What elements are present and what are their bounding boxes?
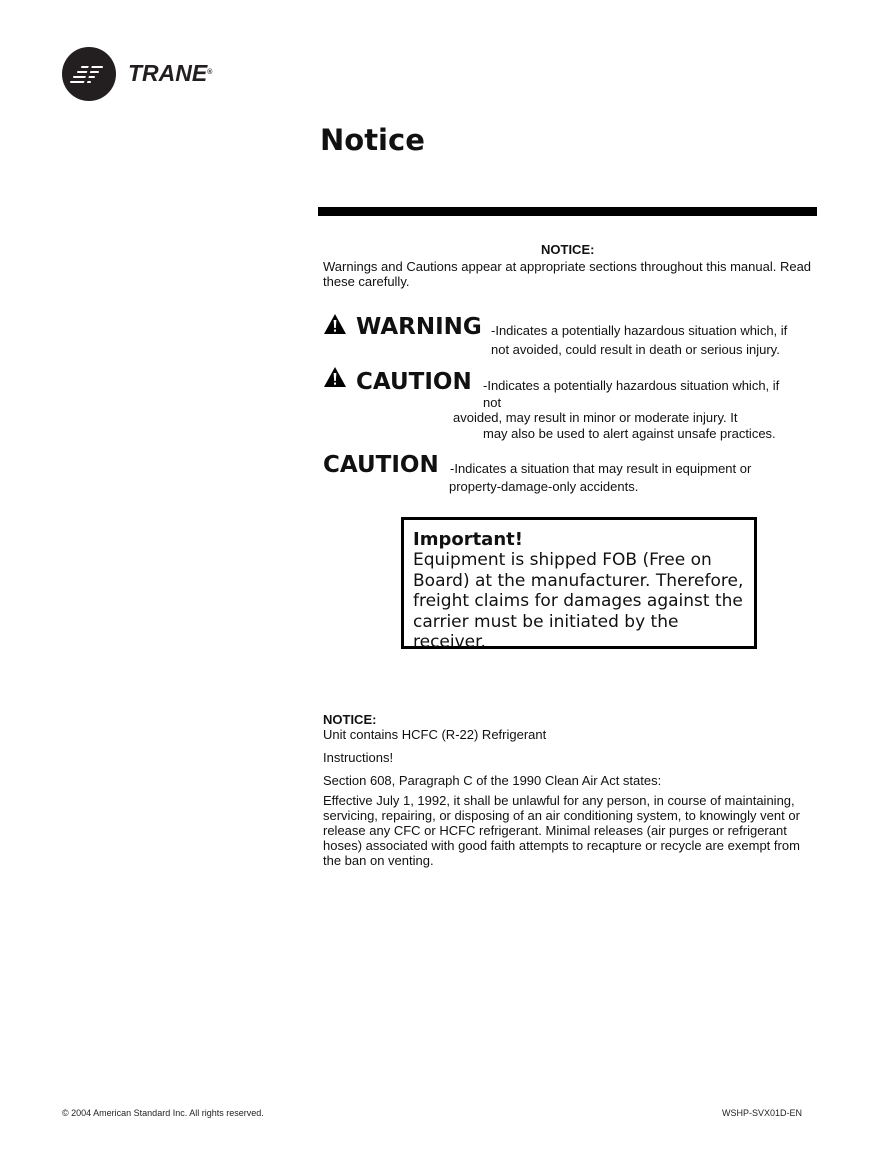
refrigerant-notice-line2: Instructions! <box>323 750 394 765</box>
caution-plain-label: CAUTION <box>323 452 439 478</box>
footer-copyright: © 2004 American Standard Inc. All rights reserved. <box>62 1108 264 1118</box>
refrigerant-notice-line1: Unit contains HCFC (R-22) Refrigerant <box>323 727 547 742</box>
page-title: Notice <box>320 123 425 157</box>
brand-name: TRANE <box>128 60 208 86</box>
caution-desc-line3: avoided, may result in minor or moderate injury. It <box>453 410 738 425</box>
important-text: Equipment is shipped FOB (Free on Board) at the manufacturer. Therefore, freight claims for damages against the carrier must be initiated by the receiver. <box>413 550 744 652</box>
brand-logo <box>128 61 212 85</box>
warning-desc-line2: not avoided, could result in death or serious injury. <box>491 342 780 357</box>
caution-plain-desc-line2: property-damage-only accidents. <box>449 479 639 494</box>
title-rule <box>318 207 817 216</box>
caution-triangle-icon <box>323 366 347 388</box>
footer-doc-id: WSHP-SVX01D-EN <box>722 1108 803 1118</box>
trane-logo-icon <box>62 47 116 101</box>
caution-desc-line1: -Indicates a potentially hazardous situation which, if <box>483 378 780 393</box>
refrigerant-notice-paragraph: Effective July 1, 1992, it shall be unlawful for any person, in course of maintaining, servicing, repairing, or disposing of an air conditioning system, to knowingly vent or release any CFC or HCFC refrigerant. Minimal releases (air purges or refrigerant hoses) associated with good faith attempts to recapture or recycle are exempt from the ban on venting. <box>323 793 800 868</box>
warning-desc-line1: -Indicates a potentially hazardous situation which, if <box>491 323 788 338</box>
caution-desc-line4: may also be used to alert against unsafe practices. <box>483 426 776 441</box>
caution-desc-line2: not <box>483 395 502 410</box>
notice-heading: NOTICE: <box>541 242 595 257</box>
warning-triangle-icon <box>323 313 347 335</box>
caution-label: CAUTION <box>356 369 472 395</box>
warning-label: WARNING <box>356 314 482 340</box>
notice-intro-text: Warnings and Cautions appear at appropriate sections throughout this manual. Read these carefully. <box>323 259 812 289</box>
refrigerant-notice-heading: NOTICE: <box>323 712 377 727</box>
registered-mark: ® <box>207 69 213 76</box>
caution-plain-desc-line1: -Indicates a situation that may result in equipment or <box>450 461 752 476</box>
refrigerant-notice-line3: Section 608, Paragraph C of the 1990 Clean Air Act states: <box>323 773 662 788</box>
important-title: Important! <box>413 529 523 550</box>
